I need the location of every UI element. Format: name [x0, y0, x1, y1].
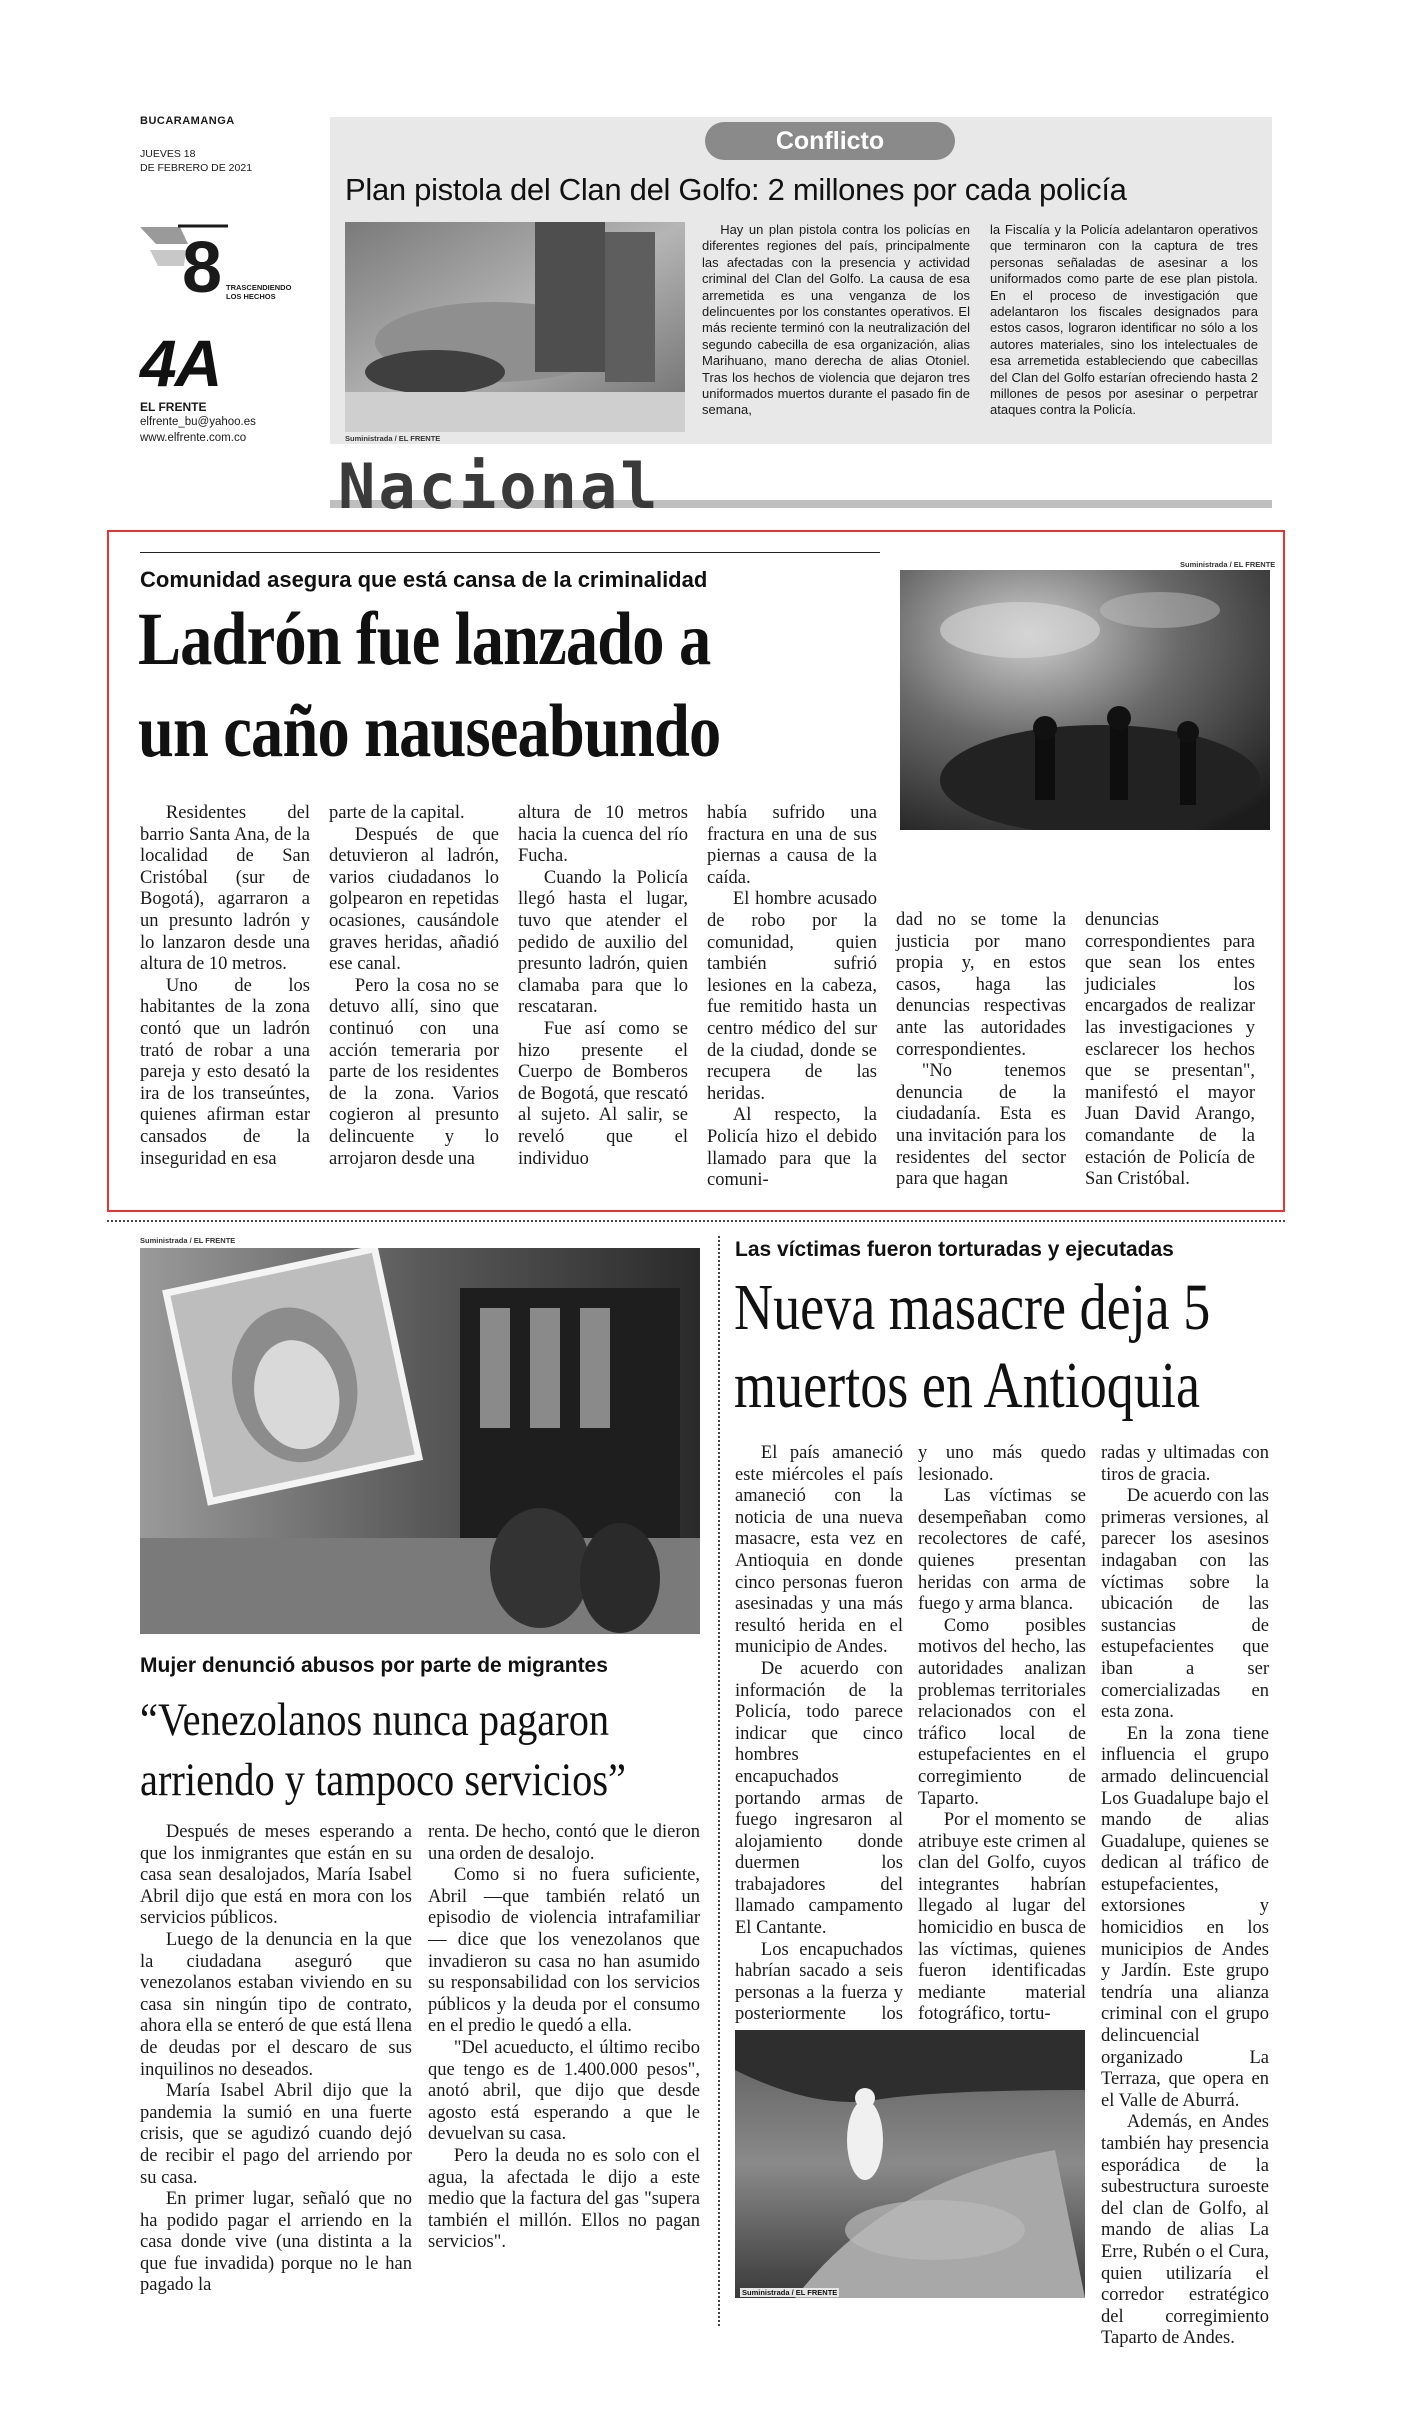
- paragraph: El país amaneció este miércoles el país amaneció con la noticia de una nueva masacre, esta vez en Antioquia en donde cinco personas fueron asesinadas y una más resultó herida en el municipio de Andes.: [735, 1443, 903, 1658]
- main-story-top-rule: [140, 552, 880, 553]
- contact-email: elfrente_bu@yahoo.es: [140, 416, 256, 428]
- paragraph: De acuerdo con información de la Policía, todo parece indicar que cinco hombres encapuchados portando armas de fuego ingresaron al alojamiento donde duermen los trabajadores del llamado campamento El Cantante.: [735, 1658, 903, 1939]
- svg-text:8: 8: [182, 228, 223, 302]
- right-story-photo: [735, 2030, 1085, 2298]
- contact-website: www.elfrente.com.co: [140, 432, 247, 444]
- main-story-headline-1: Ladrón fue lanzado a: [138, 598, 711, 681]
- paragraph: En la zona tiene influencia el grupo armado delincuencial Los Guadalupe bajo el mando de alias Guadalupe, quienes se dedican al tráfico de estupefacientes, extorsiones y homicidios en los municipios de Andes y Jardín. Este grupo tendría una alianza criminal con el grupo delincuencial organizado La Terraza, que opera en el Valle de Aburrá.: [1101, 1723, 1269, 2111]
- left-story-kicker: Mujer denunció abusos por parte de migrantes: [140, 1654, 608, 1677]
- paragraph: denuncias correspondientes para que sean los entes judiciales los encargados de realizar las investigaciones y esclarecer los hechos que se presentan", manifestó el mayor Juan David Arango, comandante de la estación de Policía de San Cristóbal.: [1085, 910, 1255, 1190]
- paragraph: "No tenemos denuncia de la ciudadanía. Esta es una invitación para los residentes del sector para que hagan: [896, 1061, 1066, 1190]
- paragraph: Pero la cosa no se detuvo allí, sino que continuó con una acción temeraria por parte de los residentes de la zona. Varios cogieron al presunto delincuente y lo arrojaron desde una: [329, 975, 499, 1169]
- top-story-tag: Conflicto: [705, 122, 955, 160]
- paragraph: renta. De hecho, contó que le dieron una orden de desalojo.: [428, 1822, 700, 1864]
- paragraph: parte de la capital.: [329, 803, 465, 823]
- main-story-col-6: [1085, 910, 1255, 1191]
- paragraph: El hombre acusado de robo por la comunidad, quien también sufrió lesiones en la cabeza, fue remitido hasta un centro médico del sur de la ciudad, donde se recupera de las heridas.: [707, 889, 877, 1104]
- paragraph: radas y ultimadas con tiros de gracia.: [1101, 1443, 1269, 1485]
- left-story-photo-credit: Suministrada / EL FRENTE: [140, 1236, 236, 1245]
- page-number: 4A: [140, 326, 221, 400]
- main-story-photo-credit: Suministrada / EL FRENTE: [1180, 560, 1276, 569]
- column-divider: [718, 1236, 720, 2326]
- paragraph: Pero la deuda no es solo con el agua, la afectada le dijo a este medio que la factura del gas "supera también el millón. Ellos no pagan servicios".: [428, 2145, 700, 2253]
- main-story-col-5: [896, 910, 1066, 1191]
- paragraph: Después de meses esperando a que los inmigrantes que están en su casa sean desalojados, María Isabel Abril dijo que está en mora con los servicios públicos.: [140, 1822, 412, 1929]
- paragraph: altura de 10 metros hacia la cuenca del río Fucha.: [518, 803, 688, 867]
- left-story-headline-2: arriendo y tampoco servicios”: [140, 1754, 626, 1806]
- paragraph: Cuando la Policía llegó hasta el lugar, tuvo que atender el pedido de auxilio del presunto ladrón, quien clamaba para que lo rescataran.: [518, 867, 688, 1018]
- paragraph: "Del acueducto, el último recibo que tengo es de 1.400.000 pesos", anotó abril, que dijo que desde agosto está esperando a que le devuelvan su casa.: [428, 2037, 700, 2145]
- right-story-photo-credit: Suministrada / EL FRENTE: [742, 2288, 838, 2297]
- right-story-col-1: [735, 1443, 903, 2048]
- top-story-col-1: Hay un plan pistola contra los policías en diferentes regiones del país, principalmente las afectadas con la presencia y actividad criminal del Clan del Golfo. La causa de esa arremetida es una venganza de los delincuentes por los constantes operativos. El más reciente terminó con la neutralización del segundo cabecilla de esa organización, alias Marihuano, mano derecha de alias Otoniel. Tras los hechos de violencia que dejaron tres uniformados muertos durante el pasado fin de semana,: [702, 222, 970, 418]
- date-line-1: JUEVES 18: [140, 148, 196, 160]
- paragraph: En primer lugar, señaló que no ha podido pagar el arriendo en la casa donde vive (una distinta a la que fue invadida) porque no le han pagado la: [140, 2189, 412, 2296]
- left-story-headline-1: “Venezolanos nunca pagaron: [140, 1694, 610, 1746]
- right-story-headline-2: muertos en Antioquia: [734, 1349, 1200, 1422]
- section-separator: [107, 1220, 1285, 1222]
- left-story-col-2: [428, 1822, 700, 2254]
- paragraph: María Isabel Abril dijo que la pandemia la sumió en una fuerte crisis, que se agudizó cuando dejó de recibir el pago del arriendo por su casa.: [140, 2081, 412, 2188]
- paragraph: Como posibles motivos del hecho, las autoridades analizan problemas territoriales relacionados con el tráfico local de estupefacientes en el corregimiento de Taparto.: [918, 1615, 1086, 1809]
- main-story-photo: [900, 570, 1270, 830]
- paragraph: Los encapuchados habrían sacado a seis personas a la fuerza y posteriormente los: [735, 1939, 903, 2025]
- paragraph: Residentes del barrio Santa Ana, de la localidad de San Cristóbal (sur de Bogotá), agarraron a un presunto ladrón y lo lanzaron desde una altura de 10 metros.: [140, 803, 310, 975]
- paragraph: Al respecto, la Policía hizo el debido llamado para que la comuni-: [707, 1105, 877, 1191]
- paragraph: Como si no fuera suficiente, Abril —que también relató un episodio de violencia intrafamiliar— dice que los venezolanos que invadieron su casa no han asumido su responsabilidad con los servicios públicos y la deuda por el consumo en el predio le quedó a ella.: [428, 1865, 700, 2037]
- paragraph: Por el momento se atribuye este crimen al clan del Golfo, cuyos integrantes habrían llegado al lugar del homicidio en busca de las víctimas, quienes fueron identificadas mediante material fotográfico, tortu-: [918, 1810, 1086, 2025]
- paragraph: Luego de la denuncia en la que la ciudadana aseguró que venezolanos estaban viviendo en su casa sin ningún tipo de contrato, ahora ella se enteró de que está llena de deudas por el descaro de sus inquilinos no deseados.: [140, 1929, 412, 2080]
- section-title: Nacional: [338, 450, 661, 523]
- right-story-headline-1: Nueva masacre deja 5: [734, 1271, 1211, 1344]
- main-story-kicker: Comunidad asegura que está cansa de la criminalidad: [140, 567, 708, 592]
- top-story-photo-credit: Suministrada / EL FRENTE: [345, 434, 441, 443]
- left-story-col-1: [140, 1822, 412, 2297]
- paragraph: De acuerdo con las primeras versiones, al parecer los asesinos indagaban con las víctimas sobre la ubicación de las sustancias de estupefacientes que iban a ser comercializadas en esta zona.: [1101, 1486, 1269, 1723]
- main-story-col-2: [329, 803, 499, 1170]
- top-story-photo: [345, 222, 685, 432]
- paragraph: dad no se tome la justicia por mano propia y, en estos casos, haga las denuncias respectivas ante las autoridades correspondientes.: [896, 910, 1066, 1060]
- main-story-col-3: [518, 803, 688, 1170]
- logo-tagline-2: LOS HECHOS: [226, 292, 276, 301]
- main-story-col-4: [707, 803, 877, 1192]
- right-story-col-3: [1101, 1443, 1269, 2350]
- paragraph: Uno de los habitantes de la zona contó que un ladrón trató de robar a una pareja y esto desató la ira de los transeúntes, quienes afirman estar cansados de la inseguridad en esa: [140, 975, 310, 1169]
- paragraph: Además, en Andes también hay presencia esporádica de la subestructura suroeste del clan de Golfo, al mando de alias La Erre, Rubén o el Cura, quien utilizaría el corredor estratégico del corregimiento Taparto de Andes.: [1101, 2112, 1269, 2349]
- paragraph: Después de que detuvieron al ladrón, varios ciudadanos lo golpearon en repetidas ocasiones, causándole graves heridas, añadió ese canal.: [329, 824, 499, 975]
- paragraph: y uno más quedo lesionado.: [918, 1443, 1086, 1485]
- top-story-headline: Plan pistola del Clan del Golfo: 2 millones por cada policía: [345, 172, 1127, 207]
- main-story-col-1: [140, 803, 310, 1170]
- paper-name: EL FRENTE: [140, 400, 207, 414]
- logo-tagline-1: TRASCENDIENDO: [226, 283, 292, 292]
- left-story-photo: [140, 1248, 700, 1634]
- top-story-col-2: la Fiscalía y la Policía adelantaron operativos que terminaron con la captura de tres personas señaladas de asesinar a los uniformados como parte de ese plan pistola. En el proceso de investigación que adelantaron los fiscales designados para estos casos, lograron identificar no sólo a los autores materiales, sino los intelectuales de esa arremetida estableciendo que cabecillas del Clan del Golfo estarían ofreciendo hasta 2 millones de pesos por asesinar o perpetrar ataques contra la Policía.: [990, 222, 1258, 418]
- main-story-headline-2: un caño nauseabundo: [138, 690, 721, 773]
- city-label: BUCARAMANGA: [140, 115, 235, 127]
- paragraph: Las víctimas se desempeñaban como recolectores de café, quienes presentan heridas con arma de fuego y arma blanca.: [918, 1486, 1086, 1615]
- paragraph: Fue así como se hizo presente el Cuerpo de Bomberos de Bogotá, que rescató al sujeto. Al salir, se reveló que el individuo: [518, 1018, 688, 1169]
- right-story-col-2: [918, 1443, 1086, 2026]
- right-story-kicker: Las víctimas fueron torturadas y ejecutadas: [735, 1238, 1174, 1261]
- date-line-2: DE FEBRERO DE 2021: [140, 162, 253, 174]
- paragraph: había sufrido una fractura en una de sus piernas a causa de la caída.: [707, 803, 877, 888]
